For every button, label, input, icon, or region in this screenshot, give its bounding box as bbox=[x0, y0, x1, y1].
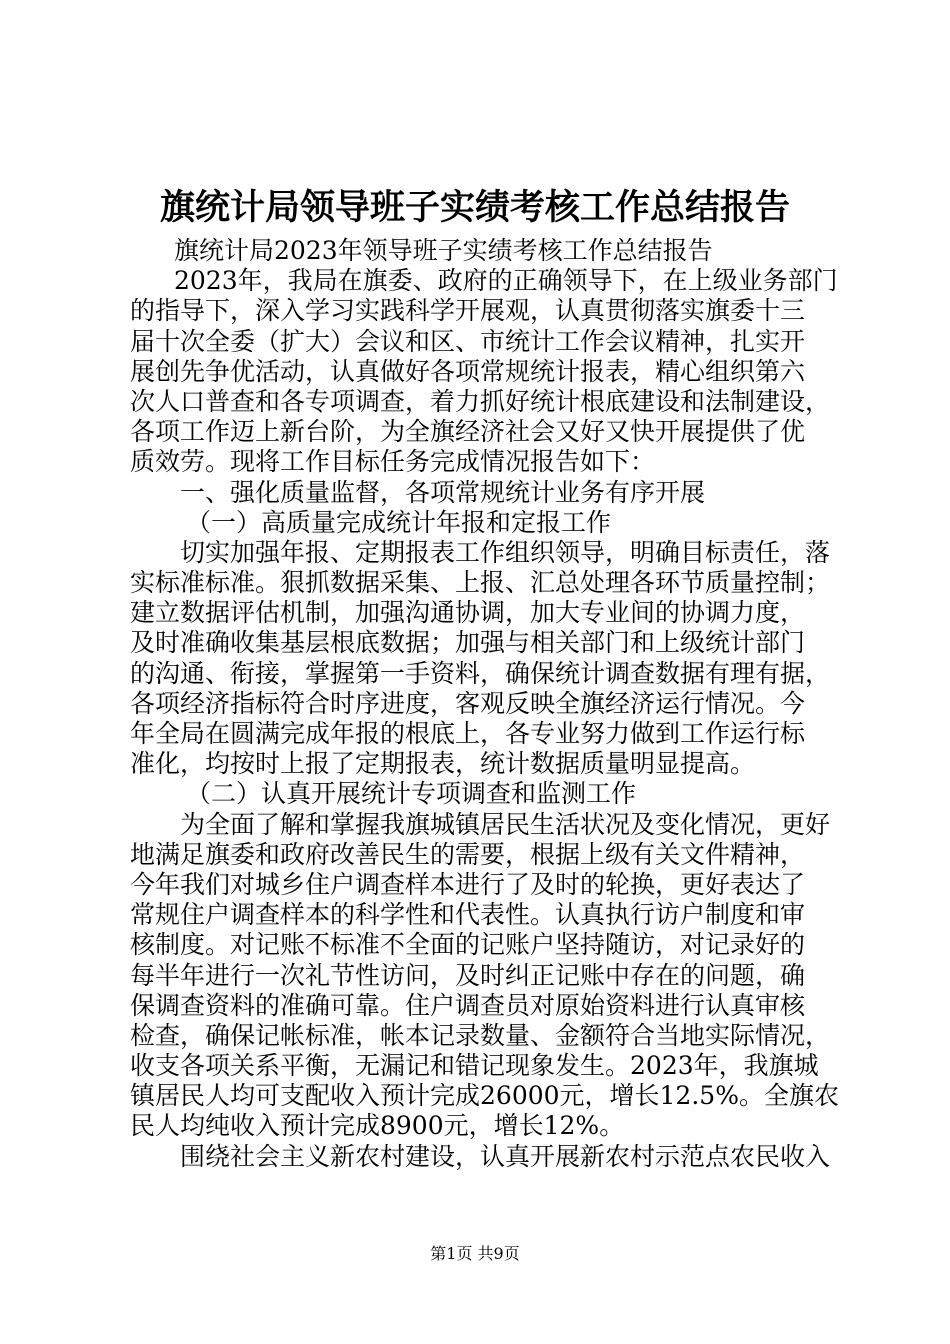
paragraph-line: 为全面了解和掌握我旗城镇居民生活状况及变化情况，更好 bbox=[180, 809, 831, 839]
subsection-heading: （一）高质量完成统计年报和定报工作 bbox=[186, 507, 612, 537]
paragraph-line: 常规住户调查样本的科学性和代表性。认真执行访户制度和审 bbox=[130, 900, 806, 930]
paragraph-line: 各项工作迈上新台阶，为全旗经济社会又好又快开展提供了优 bbox=[130, 417, 806, 447]
paragraph-line: 保调查资料的准确可靠。住户调查员对原始资料进行认真审核 bbox=[130, 990, 806, 1020]
paragraph-line: 检查，确保记帐标准，帐本记录数量、金额符合当地实际情况， bbox=[130, 1020, 831, 1050]
section-heading: 一、强化质量监督，各项常规统计业务有序开展 bbox=[180, 477, 706, 507]
paragraph-line: 核制度。对记账不标准不全面的记账户坚持随访，对记录好的 bbox=[130, 930, 806, 960]
paragraph-line: 今年我们对城乡住户调查样本进行了及时的轮换，更好表达了 bbox=[130, 869, 806, 899]
paragraph-line: 届十次全委（扩大）会议和区、市统计工作会议精神，扎实开 bbox=[130, 326, 806, 356]
page-number-footer: 第1页 共9页 bbox=[430, 1244, 520, 1263]
paragraph-line: 的指导下，深入学习实践科学开展观，认真贯彻落实旗委十三 bbox=[130, 296, 806, 326]
paragraph-line: 质效劳。现将工作目标任务完成情况报告如下： bbox=[130, 447, 656, 477]
paragraph-line: 年全局在圆满完成年报的根底上，各专业努力做到工作运行标 bbox=[130, 719, 806, 748]
subsection-heading: （二）认真开展统计专项调查和监测工作 bbox=[186, 779, 637, 809]
paragraph-line: 准化，均按时上报了定期报表，统计数据质量明显提高。 bbox=[130, 749, 756, 779]
paragraph-line: 每半年进行一次礼节性访问，及时纠正记账中存在的问题，确 bbox=[130, 960, 806, 990]
paragraph-line: 建立数据评估机制，加强沟通协调，加大专业间的协调力度， bbox=[130, 598, 806, 628]
paragraph-line: 及时准确收集基层根底数据；加强与相关部门和上级统计部门 bbox=[130, 628, 806, 658]
paragraph-line: 实标准标准。狠抓数据采集、上报、汇总处理各环节质量控制； bbox=[130, 568, 831, 598]
document-title: 旗统计局领导班子实绩考核工作总结报告 bbox=[159, 188, 790, 228]
paragraph-line: 地满足旗委和政府改善民生的需要，根据上级有关文件精神， bbox=[130, 839, 806, 869]
paragraph-line: 切实加强年报、定期报表工作组织领导，明确目标责任，落 bbox=[180, 537, 831, 567]
paragraph-line: 次人口普查和各专项调查，着力抓好统计根底建设和法制建设， bbox=[130, 386, 831, 416]
paragraph-line: 展创先争优活动，认真做好各项常规统计报表，精心组织第六 bbox=[130, 356, 806, 386]
paragraph-line: 收支各项关系平衡，无漏记和错记现象发生。2023年，我旗城 bbox=[130, 1051, 819, 1081]
paragraph-line: 围绕社会主义新农村建设，认真开展新农村示范点农民收入 bbox=[180, 1141, 831, 1171]
paragraph-line: 民人均纯收入预计完成8900元，增长12%。 bbox=[130, 1111, 625, 1141]
subtitle-line: 旗统计局2023年领导班子实绩考核工作总结报告 bbox=[174, 236, 713, 265]
paragraph-line: 各项经济指标符合时序进度，客观反映全旗经济运行情况。今 bbox=[130, 688, 806, 718]
paragraph-line: 镇居民人均可支配收入预计完成26000元，增长12.5%。全旗农 bbox=[130, 1081, 839, 1111]
document-body bbox=[130, 236, 839, 1172]
paragraph-line: 的沟通、衔接，掌握第一手资料，确保统计调查数据有理有据， bbox=[130, 658, 831, 688]
paragraph-line: 2023年，我局在旗委、政府的正确领导下，在上级业务部门 bbox=[174, 266, 838, 296]
